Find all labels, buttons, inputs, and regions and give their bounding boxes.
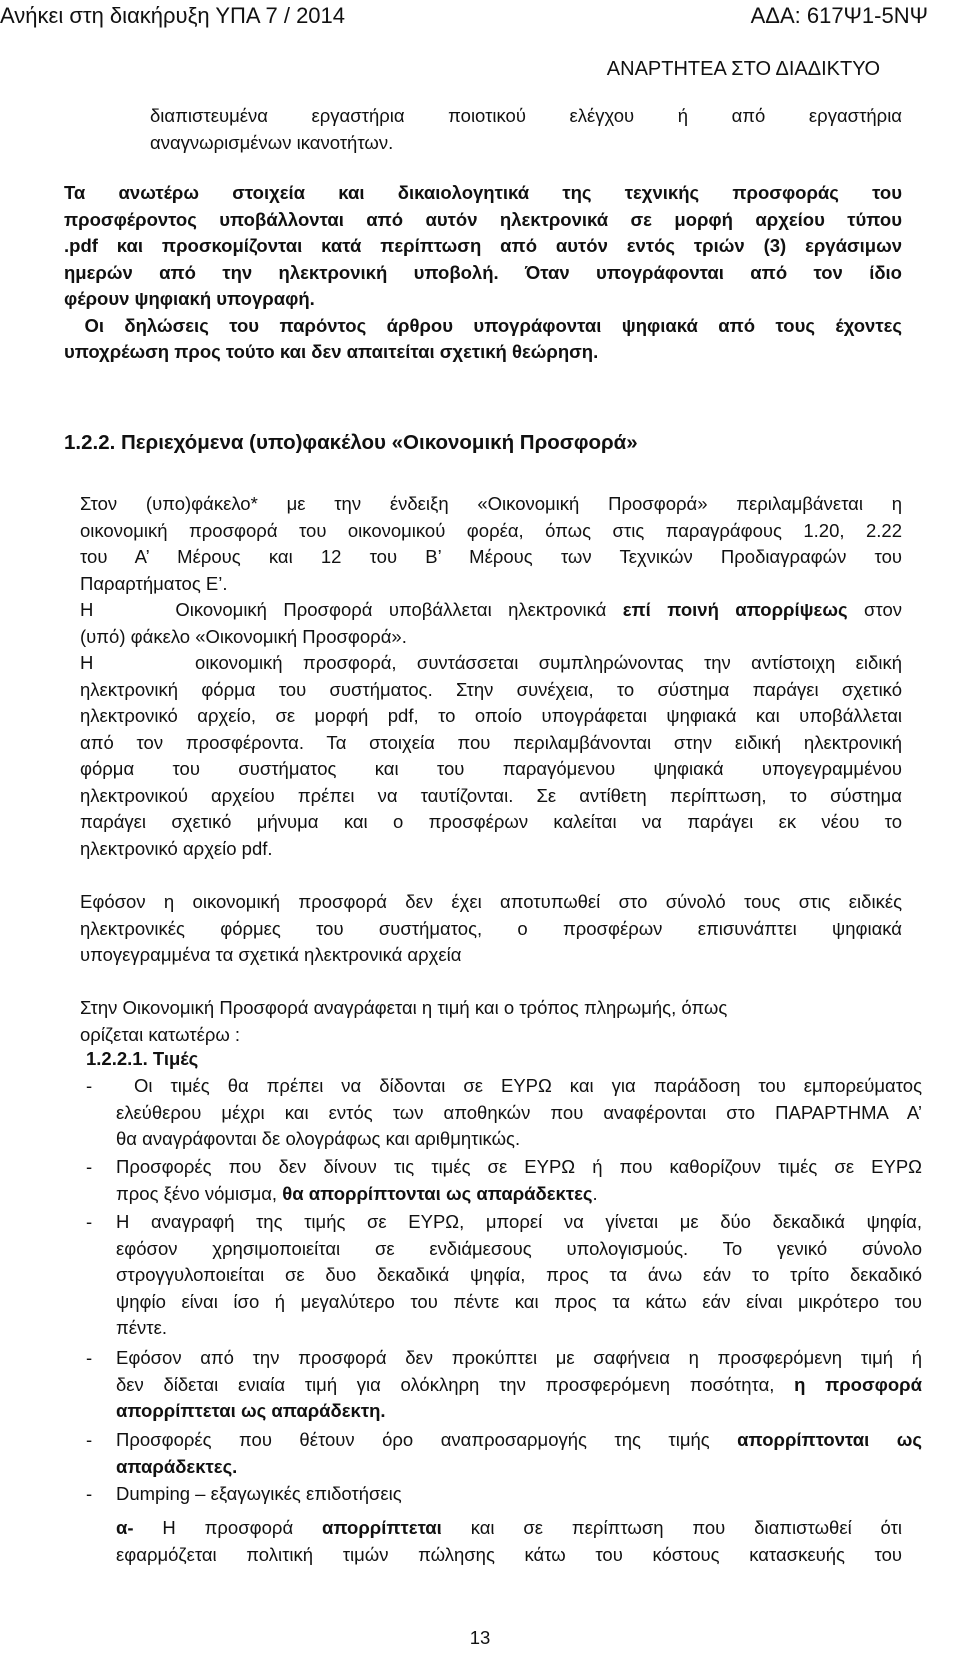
text-line: εφαρμόζεται πολιτική τιμών πώλησης κάτω του κόστους κατασκευής του xyxy=(116,1543,902,1565)
paragraph-submission xyxy=(80,597,902,650)
dash-bullet: - xyxy=(86,1211,93,1232)
text-line: απαράδεκτες. xyxy=(116,1455,238,1477)
text-line: ψηφίο είναι ίσο ή μεγαλύτερο του πέντε και προς τα κάτω εάν είναι μικρότερο του xyxy=(116,1290,922,1312)
intro-paragraph xyxy=(150,103,902,156)
emphasis: επί ποινή απορρίψεως xyxy=(622,599,848,620)
text-line: δεν δίδεται ενιαία τιμή για ολόκληρη την προσφερόμενη ποσότητα, η προσφορά xyxy=(116,1373,922,1395)
paragraph-attachments xyxy=(80,889,902,969)
dash-bullet: - xyxy=(86,1347,93,1368)
text-line: ηλεκτρονικού αρχείου πρέπει να ταυτίζονται. Σε αντίθετη περίπτωση, το σύστημα xyxy=(80,784,902,806)
header-ada-code: ΑΔΑ: 617Ψ1-5ΝΨ xyxy=(750,3,928,28)
text-line: διαπιστευμένα εργαστήρια ποιοτικού ελέγχου ή από εργαστήρια xyxy=(150,105,902,126)
sub-item-alpha xyxy=(116,1515,902,1568)
text-line: αναγνωρισμένων ικανοτήτων. xyxy=(150,131,394,153)
text-line: Η Οικονομική Προσφορά υποβάλλεται ηλεκτρονικά επί ποινή απορρίψεως στον xyxy=(80,599,902,620)
header-publish-note: ΑΝΑΡΤΗΤΕΑ ΣΤΟ ΔΙΑΔΙΚΤΥΟ xyxy=(606,58,880,80)
text-line: .pdf και προσκομίζονται κατά περίπτωση από αυτόν εντός τριών (3) εργάσιμων xyxy=(64,235,902,256)
text-line: υπογεγραμμένα τα σχετικά ηλεκτρονικά αρχεία xyxy=(80,944,462,965)
text-line: Τα ανωτέρω στοιχεία και δικαιολογητικά της τεχνικής προσφοράς του xyxy=(64,182,902,203)
header-doc-ref: Ανήκει στη διακήρυξη ΥΠΑ 7 / 2014 xyxy=(0,3,346,28)
emphasis: θα απορρίπτονται ως απαράδεκτες xyxy=(282,1182,593,1204)
paragraph-envelope xyxy=(80,491,902,597)
text-line: Εφόσον από την προσφορά δεν προκύπτει με σαφήνεια η προσφερόμενη τιμή ή xyxy=(116,1347,922,1368)
text-line: υποχρέωση προς τούτο και δεν απαιτείται σχετική θεώρηση. xyxy=(64,341,599,362)
text-line: ηλεκτρονική φόρμα του συστήματος. Στην συνέχεια, το σύστημα παράγει σχετικό xyxy=(80,678,902,700)
text-line: Dumping – εξαγωγικές επιδοτήσεις xyxy=(116,1483,402,1504)
text-line: Η αναγραφή της τιμής σε ΕΥΡΩ, μπορεί να γίνεται με δύο δεκαδικά ψηφία, xyxy=(116,1211,922,1232)
text-line: πέντε. xyxy=(116,1317,167,1338)
section-heading: 1.2.2. Περιεχόμενα (υπο)φακέλου «Οικονομική Προσφορά» xyxy=(64,431,638,454)
text-line: φόρμα του συστήματος και του παραγόμενου ψηφιακά υπογεγραμμένου xyxy=(80,758,902,779)
dash-bullet: - xyxy=(86,1156,93,1177)
text-line: προσφέροντος υποβάλλονται από αυτόν ηλεκτρονικά σε μορφή αρχείου τύπου xyxy=(64,208,902,230)
dash-bullet: - xyxy=(86,1483,93,1504)
text-line: ηλεκτρονικό αρχείο pdf. xyxy=(80,837,273,859)
text-line: Η οικονομική προσφορά, συντάσσεται συμπληρώνοντας την αντίστοιχη ειδική xyxy=(80,652,902,673)
bold-paragraph xyxy=(64,180,902,366)
emphasis: απορρίπτονται ως xyxy=(737,1429,922,1450)
paragraph-price-intro xyxy=(80,995,902,1048)
text-line: ηλεκτρονικό αρχείο, σε μορφή pdf, το οποίο υπογράφεται ψηφιακά και υποβάλλεται xyxy=(80,705,902,726)
text-line: Στην Οικονομική Προσφορά αναγράφεται η τιμή και ο τρόπος πληρωμής, όπως xyxy=(80,997,728,1018)
text-line: από τον προσφέροντα. Τα στοιχεία που περιλαμβάνονται στην ειδική ηλεκτρονική xyxy=(80,731,902,753)
dash-bullet: - xyxy=(86,1075,93,1096)
text-line: Προσφορές που θέτουν όρο αναπροσαρμογής της τιμής απορρίπτονται ως xyxy=(116,1429,922,1450)
item-label: α- xyxy=(116,1517,134,1538)
text-line: εφόσον χρησιμοποιείται σε ενδιάμεσους υπολογισμούς. Το γενικό σύνολο xyxy=(116,1237,922,1259)
paragraph-form xyxy=(80,650,902,862)
text-line: οικονομική προσφορά του οικονομικού φορέα, όπως στις παραγράφους 1.20, 2.22 xyxy=(80,519,902,541)
text-line: Στον (υπο)φάκελο* με την ένδειξη «Οικονομική Προσφορά» περιλαμβάνεται η xyxy=(80,493,902,514)
text-line: απορρίπτεται ως απαράδεκτη. xyxy=(116,1400,386,1421)
text-line: ορίζεται κατωτέρω : xyxy=(80,1023,241,1045)
text-line: προς ξένο νόμισμα, θα απορρίπτονται ως απαράδεκτες. xyxy=(116,1182,598,1204)
text-line: στρογγυλοποιείται σε δυο δεκαδικά ψηφία, προς τα άνω εάν το τρίτο δεκαδικό xyxy=(116,1264,922,1285)
text-line: Προσφορές που δεν δίνουν τις τιμές σε ΕΥΡΩ ή που καθορίζουν τιμές σε ΕΥΡΩ xyxy=(116,1156,922,1177)
text-line: Οι δηλώσεις του παρόντος άρθρου υπογράφονται ψηφιακά από τους έχοντες xyxy=(64,314,902,336)
text-line: (υπό) φάκελο «Οικονομική Προσφορά». xyxy=(80,625,407,647)
text-line: ημερών από την ηλεκτρονική υποβολή. Όταν υπογράφονται από τον ίδιο xyxy=(64,261,902,283)
text-line: α- Η προσφορά απορρίπτεται και σε περίπτωση που διαπιστωθεί ότι xyxy=(116,1517,903,1538)
text-line: Οι τιμές θα πρέπει να δίδονται σε ΕΥΡΩ και για παράδοση του εμπορεύματος xyxy=(116,1075,922,1096)
subsection-heading: 1.2.2.1. Τιμές xyxy=(86,1048,199,1069)
text-line: του Α’ Μέρους και 12 του Β’ Μέρους των Τεχνικών Προδιαγραφών του xyxy=(80,546,902,567)
text-line: ηλεκτρονικές φόρμες του συστήματος, ο προσφέρων επισυνάπτει ψηφιακά xyxy=(80,917,902,939)
text-line: Εφόσον η οικονομική προσφορά δεν έχει αποτυπωθεί στο σύνολό τους στις ειδικές xyxy=(80,891,902,912)
text-line: ελεύθερου μέχρι και εντός των αποθηκών που αναφέρονται στο ΠΑΡΑΡΤΗΜΑ Α’ xyxy=(116,1101,922,1123)
page-header xyxy=(0,0,960,40)
page-number: 13 xyxy=(469,1627,491,1648)
text-line: Παραρτήματος Ε’. xyxy=(80,572,228,594)
text-line: παράγει σχετικό μήνυμα και ο προσφέρων καλείται να παράγει εκ νέου το xyxy=(80,811,902,832)
dash-bullet: - xyxy=(86,1429,93,1450)
text-line: θα αναγράφονται δε ολογράφως και αριθμητικώς. xyxy=(116,1128,521,1149)
emphasis: απορρίπτεται xyxy=(322,1517,442,1538)
text-line: φέρουν ψηφιακή υπογραφή. xyxy=(64,288,315,309)
emphasis: η προσφορά xyxy=(794,1373,922,1395)
